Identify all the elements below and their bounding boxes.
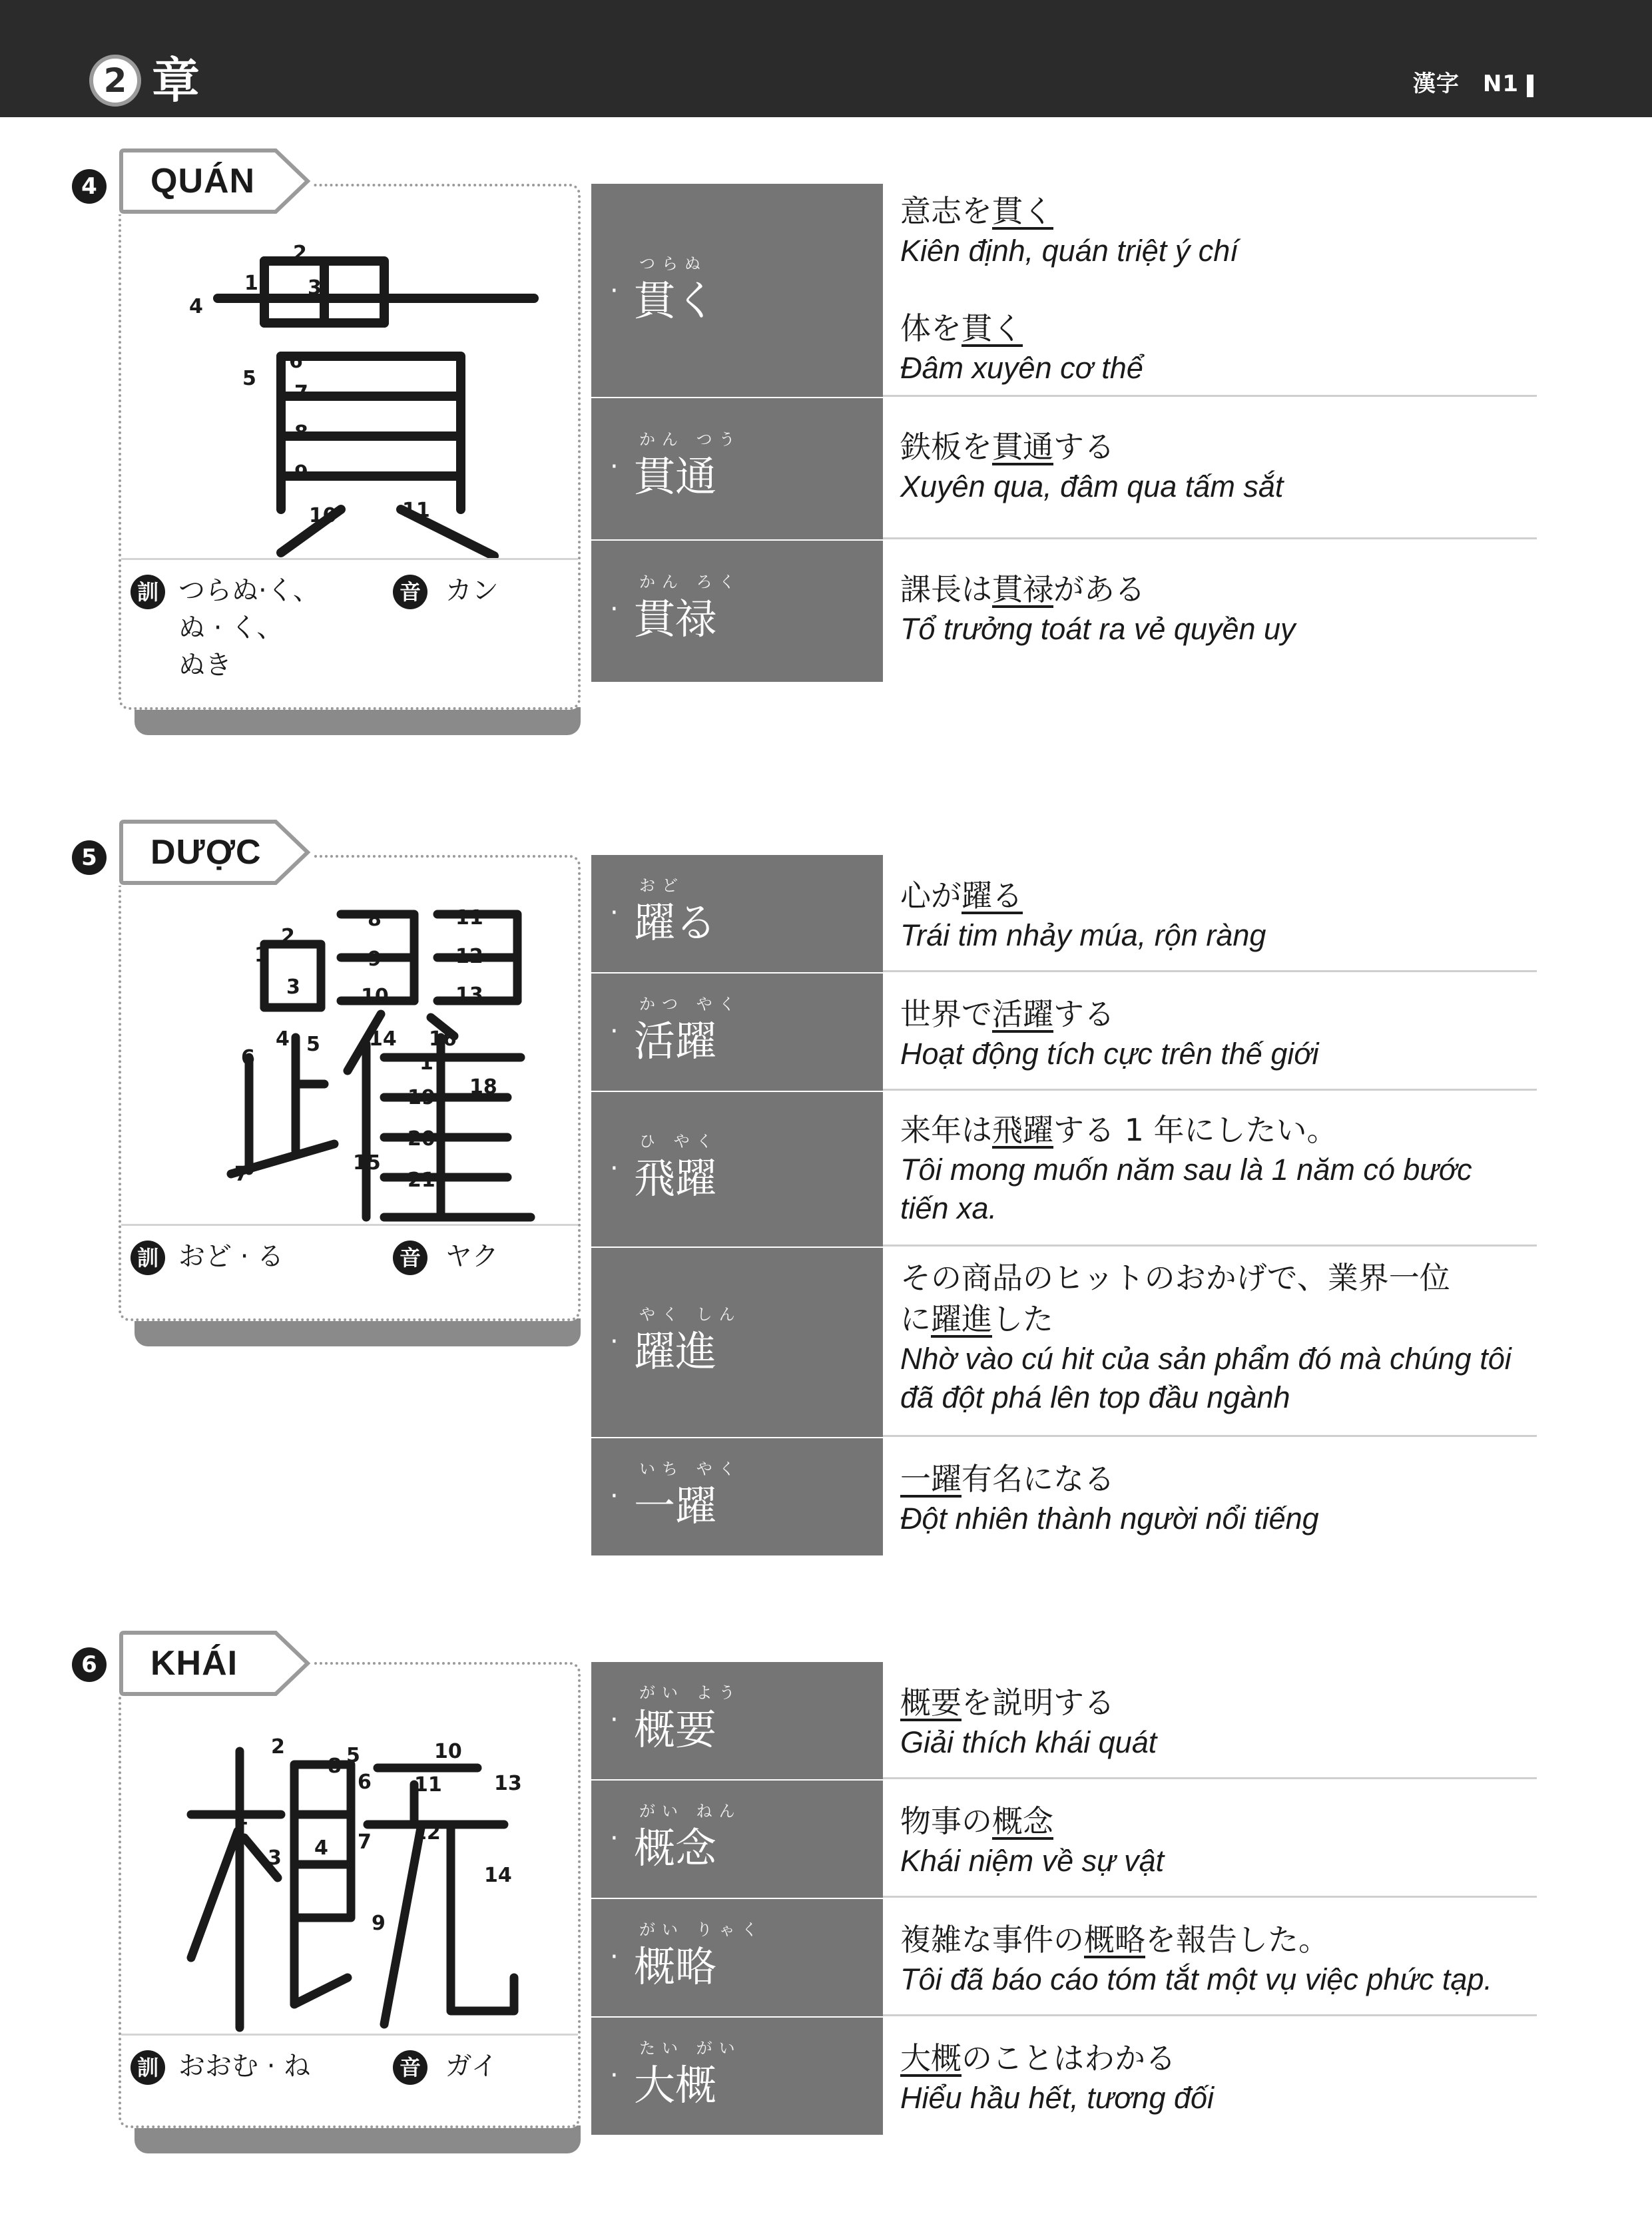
stroke-number: 5 <box>242 367 256 390</box>
kun-reading <box>131 572 384 684</box>
readings-row <box>121 1224 578 1319</box>
furigana: かつ やく <box>639 995 742 1013</box>
example <box>900 1257 1526 1417</box>
example-vietnamese: Xuyên qua, đâm qua tấm sắt <box>900 469 1284 503</box>
kun-badge: 訓 <box>131 575 165 609</box>
stroke-number: 12 <box>413 1821 441 1844</box>
card-shadow <box>135 1318 581 1346</box>
furigana: ひ やく <box>639 1132 719 1151</box>
kun-reading <box>131 1238 384 1275</box>
vocab-word-cell <box>591 974 883 1091</box>
stroke-number: 4 <box>276 1027 290 1051</box>
level-bar <box>1527 75 1533 97</box>
example-japanese: 課長は貫禄がある <box>900 571 1145 607</box>
example-vietnamese: Tôi mong muốn năm sau là 1 năm có bước tiến xa. <box>900 1153 1472 1225</box>
on-reading <box>393 1238 499 1275</box>
kun-badge: 訓 <box>131 1241 165 1275</box>
example-cell <box>883 2018 1537 2135</box>
vocab-word-cell <box>591 2018 883 2135</box>
stroke-number: 10 <box>309 504 337 527</box>
kun-reading-text: つらぬ·く、 ぬ · く、 ぬき <box>178 575 320 681</box>
stroke-number: 18 <box>469 1075 497 1099</box>
furigana: かん ろく <box>639 573 742 591</box>
stroke-number: 10 <box>361 985 389 1008</box>
example-japanese: に躍進した <box>900 1301 1053 1337</box>
kanji-sino-vietnamese-name: DƯỢC <box>150 833 262 872</box>
vocab-row <box>591 2018 1537 2135</box>
example-cell <box>883 1662 1537 1779</box>
vocab-word: 躍進 <box>634 1327 717 1376</box>
example <box>900 875 1266 955</box>
page-header <box>0 0 1652 117</box>
vocab-word: 活躍 <box>634 1017 717 1065</box>
card-shadow <box>135 707 581 735</box>
stroke-number: 13 <box>494 1772 522 1795</box>
bullet-dot: · <box>610 1153 619 1184</box>
bullet-dot: · <box>610 1326 619 1357</box>
vocab-word-cell <box>591 1248 883 1437</box>
vocab-word: 貫禄 <box>634 595 717 643</box>
kanji-card <box>119 1662 581 2128</box>
example-vietnamese: Trái tim nhảy múa, rộn ràng <box>900 918 1266 952</box>
card-shadow <box>135 2125 581 2153</box>
vocab-row <box>591 1092 1537 1247</box>
vocab-word-cell <box>591 1781 883 1898</box>
stroke-number: 4 <box>314 1836 328 1860</box>
bullet-dot: · <box>610 594 619 625</box>
example-japanese: 鉄板を貫通する <box>900 429 1115 465</box>
stroke-number: 12 <box>455 945 483 968</box>
example-vietnamese: Đột nhiên thành người nổi tiếng <box>900 1502 1319 1536</box>
vocab-word-cell <box>591 1662 883 1779</box>
example <box>900 190 1239 270</box>
example-vietnamese: Kiên định, quán triệt ý chí <box>900 234 1239 268</box>
example-cell <box>883 1899 1537 2016</box>
stroke-number: 8 <box>294 421 308 445</box>
stroke-number: 10 <box>434 1740 462 1763</box>
example-vietnamese: Giải thích khái quát <box>900 1725 1157 1759</box>
example <box>900 1458 1319 1538</box>
section-number: 6 <box>72 1647 107 1682</box>
on-badge: 音 <box>393 1241 427 1275</box>
stroke-number: 14 <box>369 1027 397 1051</box>
section-number: 4 <box>72 169 107 204</box>
vocab-word: 躍る <box>634 898 717 947</box>
example <box>900 1109 1526 1228</box>
stroke-number: 2 <box>293 242 307 265</box>
stroke-number: 3 <box>308 276 322 300</box>
on-reading <box>393 2048 498 2085</box>
stroke-number: 5 <box>306 1033 320 1056</box>
vocab-word-cell <box>591 541 883 682</box>
example-vietnamese: Khái niệm về sự vật <box>900 1844 1165 1878</box>
stroke-number: 11 <box>402 499 430 522</box>
example-japanese: 世界で活躍する <box>900 996 1115 1032</box>
stroke-number: 2 <box>281 925 295 948</box>
example-japanese-line1: その商品のヒットのおかげで、業界一位 <box>900 1260 1450 1296</box>
vocab-word: 貫く <box>634 276 717 325</box>
example-vietnamese: Nhờ vào cú hit của sản phẩm đó mà chúng tôi đã đột phá lên top đầu ngành <box>900 1342 1512 1414</box>
stroke-number: 21 <box>408 1169 435 1192</box>
vocab-word: 貫通 <box>634 452 717 501</box>
kanji-name-tab <box>119 1630 312 1697</box>
example-cell <box>883 1438 1537 1555</box>
stroke-number: 1 <box>244 272 258 295</box>
bullet-dot: · <box>610 451 619 482</box>
example-japanese: 一躍有名になる <box>900 1461 1115 1497</box>
example-vietnamese: Đâm xuyên cơ thể <box>900 351 1143 385</box>
vocab-word-cell <box>591 1092 883 1247</box>
bullet-dot: · <box>610 276 619 306</box>
kanji-sino-vietnamese-name: KHÁI <box>150 1644 238 1683</box>
example-japanese: 大概のことはわかる <box>900 2040 1176 2076</box>
stroke-number: 3 <box>268 1846 282 1870</box>
kanji-card <box>119 855 581 1321</box>
stroke-number: 7 <box>294 382 308 405</box>
vocab-row <box>591 1248 1537 1437</box>
stroke-number: 3 <box>286 976 300 999</box>
stroke-number: 6 <box>241 1046 255 1069</box>
readings-row <box>121 2034 578 2126</box>
kanji-name-tab <box>119 819 312 886</box>
stroke-number: 17 <box>419 1051 447 1075</box>
furigana: かん つう <box>639 430 742 449</box>
vocab-word-cell <box>591 855 883 972</box>
vocab-row <box>591 1899 1537 2016</box>
example <box>900 426 1283 506</box>
stroke-number: 13 <box>455 983 483 1007</box>
example <box>900 569 1296 649</box>
stroke-number: 8 <box>328 1755 342 1778</box>
kanji-stroke-diagram <box>121 858 578 1231</box>
vocab-row <box>591 855 1537 972</box>
example-cell <box>883 184 1537 397</box>
example <box>900 308 1143 388</box>
stroke-number: 4 <box>189 295 203 318</box>
example-japanese: 来年は飛躍する 1 年にしたい。 <box>900 1112 1338 1148</box>
vocab-word: 概要 <box>634 1705 717 1754</box>
chapter-number-badge: 2 <box>89 55 141 107</box>
vocab-word-cell <box>591 184 883 397</box>
stroke-number: 19 <box>408 1086 435 1109</box>
kanji-stroke-diagram <box>121 1665 578 2038</box>
example <box>900 993 1319 1073</box>
bullet-dot: · <box>610 1942 619 1972</box>
example-cell <box>883 1248 1537 1437</box>
stroke-number: 14 <box>484 1864 512 1887</box>
furigana: やく しん <box>639 1305 742 1324</box>
stroke-number: 11 <box>414 1773 442 1797</box>
furigana: がい ねん <box>639 1802 742 1820</box>
example-cell <box>883 1092 1537 1247</box>
vocab-word-cell <box>591 398 883 539</box>
on-reading-text: カン <box>445 575 499 606</box>
example-japanese: 意志を貫く <box>900 193 1053 229</box>
stroke-number: 9 <box>372 1912 386 1935</box>
stroke-number: 11 <box>455 906 483 930</box>
bullet-dot: · <box>610 1481 619 1512</box>
kun-reading-text: おおむ · ね <box>178 2051 311 2082</box>
on-reading <box>393 572 499 609</box>
vocab-word: 大概 <box>634 2061 717 2109</box>
furigana: おど <box>639 876 685 895</box>
on-reading-text: ヤク <box>445 1241 499 1272</box>
bullet-dot: · <box>610 2060 619 2091</box>
stroke-number: 6 <box>289 350 303 373</box>
vocab-word-cell <box>591 1438 883 1555</box>
bullet-dot: · <box>610 1705 619 1735</box>
on-badge: 音 <box>393 2050 427 2085</box>
example <box>900 2038 1214 2117</box>
vocab-row <box>591 541 1537 682</box>
stroke-number: 9 <box>294 461 308 485</box>
kanji-name-tab <box>119 148 312 214</box>
kun-reading <box>131 2048 384 2085</box>
furigana: がい りゃく <box>639 1920 764 1939</box>
example-cell <box>883 398 1537 539</box>
vocab-row <box>591 1781 1537 1898</box>
level-label: 漢字 N1 <box>1412 71 1519 97</box>
stroke-number: 15 <box>353 1151 381 1175</box>
stroke-number: 1 <box>234 1807 248 1830</box>
vocab-word: 概念 <box>634 1824 717 1872</box>
bullet-dot: · <box>610 1823 619 1854</box>
kun-badge: 訓 <box>131 2050 165 2085</box>
vocab-row <box>591 184 1537 397</box>
example-japanese: 概要を説明する <box>900 1685 1115 1721</box>
stroke-number: 6 <box>358 1771 372 1794</box>
example-japanese: 体を貫く <box>900 310 1023 346</box>
vocab-row <box>591 1438 1537 1555</box>
example <box>900 1801 1164 1880</box>
stroke-number: 1 <box>254 944 268 967</box>
vocab-word: 一躍 <box>634 1482 717 1530</box>
example-cell <box>883 974 1537 1091</box>
stroke-number: 7 <box>234 1163 248 1186</box>
example <box>900 1919 1492 1999</box>
stroke-number: 2 <box>271 1735 285 1759</box>
kun-reading-text: おど · る <box>178 1241 284 1272</box>
readings-row <box>121 558 578 706</box>
example-vietnamese: Tổ trưởng toát ra vẻ quyền uy <box>900 612 1296 646</box>
stroke-number: 5 <box>346 1744 360 1767</box>
example-vietnamese: Tôi đã báo cáo tóm tắt một vụ việc phức tạp. <box>900 1962 1492 1996</box>
vocab-word-cell <box>591 1899 883 2016</box>
stroke-number: 9 <box>368 948 382 971</box>
vocab-row <box>591 974 1537 1091</box>
stroke-number: 16 <box>429 1027 457 1051</box>
section-number: 5 <box>72 840 107 875</box>
example-japanese: 物事の概念 <box>900 1803 1053 1839</box>
vocab-row <box>591 1662 1537 1779</box>
bullet-dot: · <box>610 1016 619 1047</box>
vocab-row <box>591 398 1537 539</box>
stroke-number: 8 <box>368 908 382 931</box>
furigana: つらぬ <box>639 254 707 273</box>
example-japanese: 複雑な事件の概略を報告した。 <box>900 1922 1329 1958</box>
example-vietnamese: Hiểu hầu hết, tương đối <box>900 2081 1215 2115</box>
furigana: がい よう <box>639 1683 742 1702</box>
example-cell <box>883 1781 1537 1898</box>
stroke-number: 7 <box>358 1830 372 1854</box>
kanji-card <box>119 184 581 710</box>
furigana: いち やく <box>639 1460 742 1478</box>
kanji-sino-vietnamese-name: QUÁN <box>150 162 256 200</box>
kanji-stroke-diagram <box>121 186 578 559</box>
stroke-number: 20 <box>408 1127 435 1151</box>
bullet-dot: · <box>610 898 619 928</box>
example-cell <box>883 541 1537 682</box>
example <box>900 1682 1157 1762</box>
furigana: たい がい <box>639 2039 742 2058</box>
vocab-word: 飛躍 <box>634 1154 717 1203</box>
on-badge: 音 <box>393 575 427 609</box>
example-cell <box>883 855 1537 972</box>
example-vietnamese: Hoạt động tích cực trên thế giới <box>900 1037 1319 1071</box>
example-japanese: 心が躍る <box>900 878 1023 914</box>
vocab-word: 概略 <box>634 1942 717 1991</box>
chapter-title: 章 <box>152 53 200 109</box>
on-reading-text: ガイ <box>445 2051 498 2082</box>
